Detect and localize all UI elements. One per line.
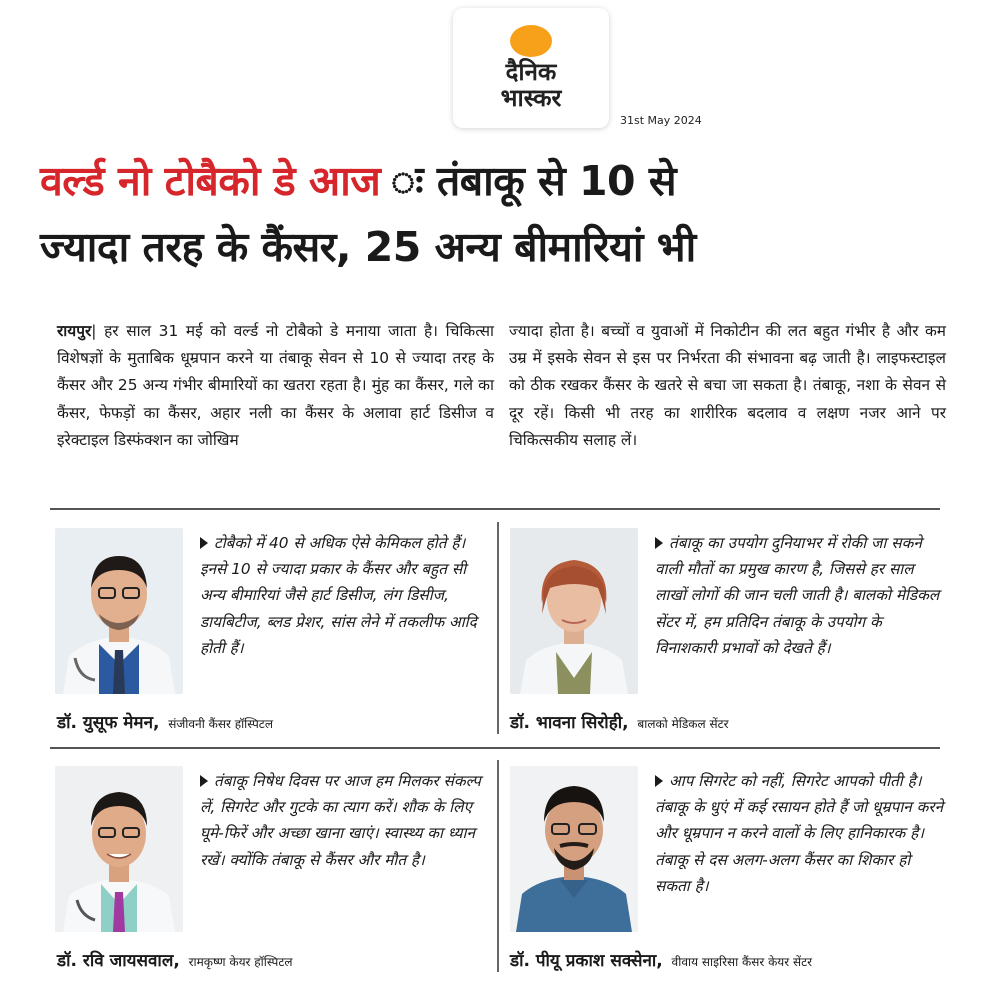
- publish-date: 31st May 2024: [620, 114, 702, 127]
- expert-quote: तंबाकू का उपयोग दुनियाभर में रोकी जा सकने वाली मौतों का प्रमुख कारण है, जिससे हर साल लाखों लोगों की जान चली जाती है। बालको मेडिकल सेंटर में, हम प्रतिदिन तंबाकू के उपयोग के विनाशकारी प्रभावों को देखते हैं।: [655, 534, 940, 657]
- expert-name: डॉ. रवि जायसवाल,: [57, 951, 180, 971]
- expert-name: डॉ. पीयू प्रकाश सक्सेना,: [510, 951, 663, 971]
- intro-text-left: हर साल 31 मई को वर्ल्ड नो टोबैको डे मनाया जाता है। चिकित्सा विशेषज्ञों के मुताबिक धूम्रपान करने या तंबाकू सेवन से 10 से ज्यादा तरह के कैंसर और 25 अन्य गंभीर बीमारियों का खतरा रहता है। मुंह का कैंसर, गले का कैंसर, फेफड़ों का कैंसर, अहार नली का कैंसर के अलावा हार्ट डिसीज व इरेक्टाइल डिस्फंक्शन का जोखिम: [57, 322, 494, 449]
- expert-organization: बालको मेडिकल सेंटर: [637, 717, 729, 731]
- expert-byline: [510, 710, 729, 733]
- quote-arrow-icon: [655, 537, 663, 549]
- quote-arrow-icon: [200, 775, 208, 787]
- logo-text-line2: भास्कर: [500, 84, 562, 112]
- newspaper-logo: [453, 8, 609, 128]
- expert-byline: [57, 948, 293, 971]
- quote-arrow-icon: [200, 537, 208, 549]
- intro-column-left: रायपुर| हर साल 31 मई को वर्ल्ड नो टोबैको डे मनाया जाता है। चिकित्सा विशेषज्ञों के मुताबिक धूम्रपान करने या तंबाकू सेवन से 10 से ज्यादा तरह के कैंसर और 25 अन्य गंभीर बीमारियों का खतरा रहता है। मुंह का कैंसर, गले का कैंसर, फेफड़ों का कैंसर, अहार नली का कैंसर के अलावा हार्ट डिसीज व इरेक्टाइल डिस्फंक्शन का जोखिम: [57, 322, 494, 449]
- doctor-photo: [55, 766, 183, 932]
- dateline-place: रायपुर: [57, 322, 92, 340]
- intro-text-right: ज्यादा होता है। बच्चों व युवाओं में निकोटीन की लत बहुत गंभीर है और कम उम्र में इसके सेवन से इस पर निर्भरता की संभावना बढ़ जाती है। लाइफस्टाइल को ठीक रखकर कैंसर के खतरे से बचा जा सकता है। तंबाकू, नशा के सेवन से दूर रहें। किसी भी तरह का शारीरिक बदलाव व लक्षण नजर आने पर चिकित्सकीय सलाह लें।: [509, 322, 946, 449]
- expert-quote: आप सिगरेट को नहीं, सिगरेट आपको पीती है। तंबाकू के धुएं में कई रसायन होते हैं जो धूम्रपान करने और धूम्रपान न करने वालों के लिए हानिकारक है। तंबाकू से दस अलग-अलग कैंसर का शिकार हो सकता है।: [655, 772, 944, 895]
- expert-name: डॉ. भावना सिरोही,: [510, 713, 629, 733]
- section-divider-middle: [50, 747, 940, 749]
- headline-rest: तंबाकू से 10 से: [436, 157, 677, 205]
- doctor-photo: [510, 528, 638, 694]
- expert-quote: तंबाकू निषेध दिवस पर आज हम मिलकर संकल्प लें, सिगरेट और गुटके का त्याग करें। शौक के लिए घूमे-फिरें और अच्छा खाना खाएं। स्वास्थ्य का ध्यान रखें। क्योंकि तंबाकू से कैंसर और मौत है।: [200, 772, 481, 869]
- expert-organization: रामकृष्ण केयर हॉस्पिटल: [188, 955, 293, 969]
- headline: [40, 148, 960, 280]
- section-divider-top: [50, 508, 940, 510]
- doctor-photo: [510, 766, 638, 932]
- logo-text-line1: दैनिक: [505, 57, 557, 86]
- quote-arrow-icon: [655, 775, 663, 787]
- expert-byline: [57, 710, 273, 733]
- sun-logo-icon: [510, 25, 552, 57]
- column-divider-lower: [497, 760, 499, 972]
- doctor-photo: [55, 528, 183, 694]
- headline-highlight: वर्ल्ड नो टोबैको डे आज: [40, 157, 381, 205]
- expert-organization: वीवाय साइरिसा कैंसर केयर सेंटर: [671, 955, 813, 969]
- expert-organization: संजीवनी कैंसर हॉस्पिटल: [168, 717, 273, 731]
- headline-line1: [40, 148, 960, 214]
- expert-quote: टोबैको में 40 से अधिक ऐसे केमिकल होते हैं। इनसे 10 से ज्यादा प्रकार के कैंसर और बहुत सी अन्य बीमारियां जैसे हार्ट डिसीज, लंग डिसीज, डायबिटीज, ब्लड प्रेशर, सांस लेने में तकलीफ आदि होती हैं।: [200, 534, 477, 657]
- expert-name: डॉ. युसूफ मेमन,: [57, 713, 160, 733]
- expert-byline: [510, 948, 812, 971]
- headline-line2: ज्यादा तरह के कैंसर, 25 अन्य बीमारियां भी: [40, 223, 696, 271]
- intro-column-right: [509, 318, 946, 454]
- column-divider-upper: [497, 522, 499, 734]
